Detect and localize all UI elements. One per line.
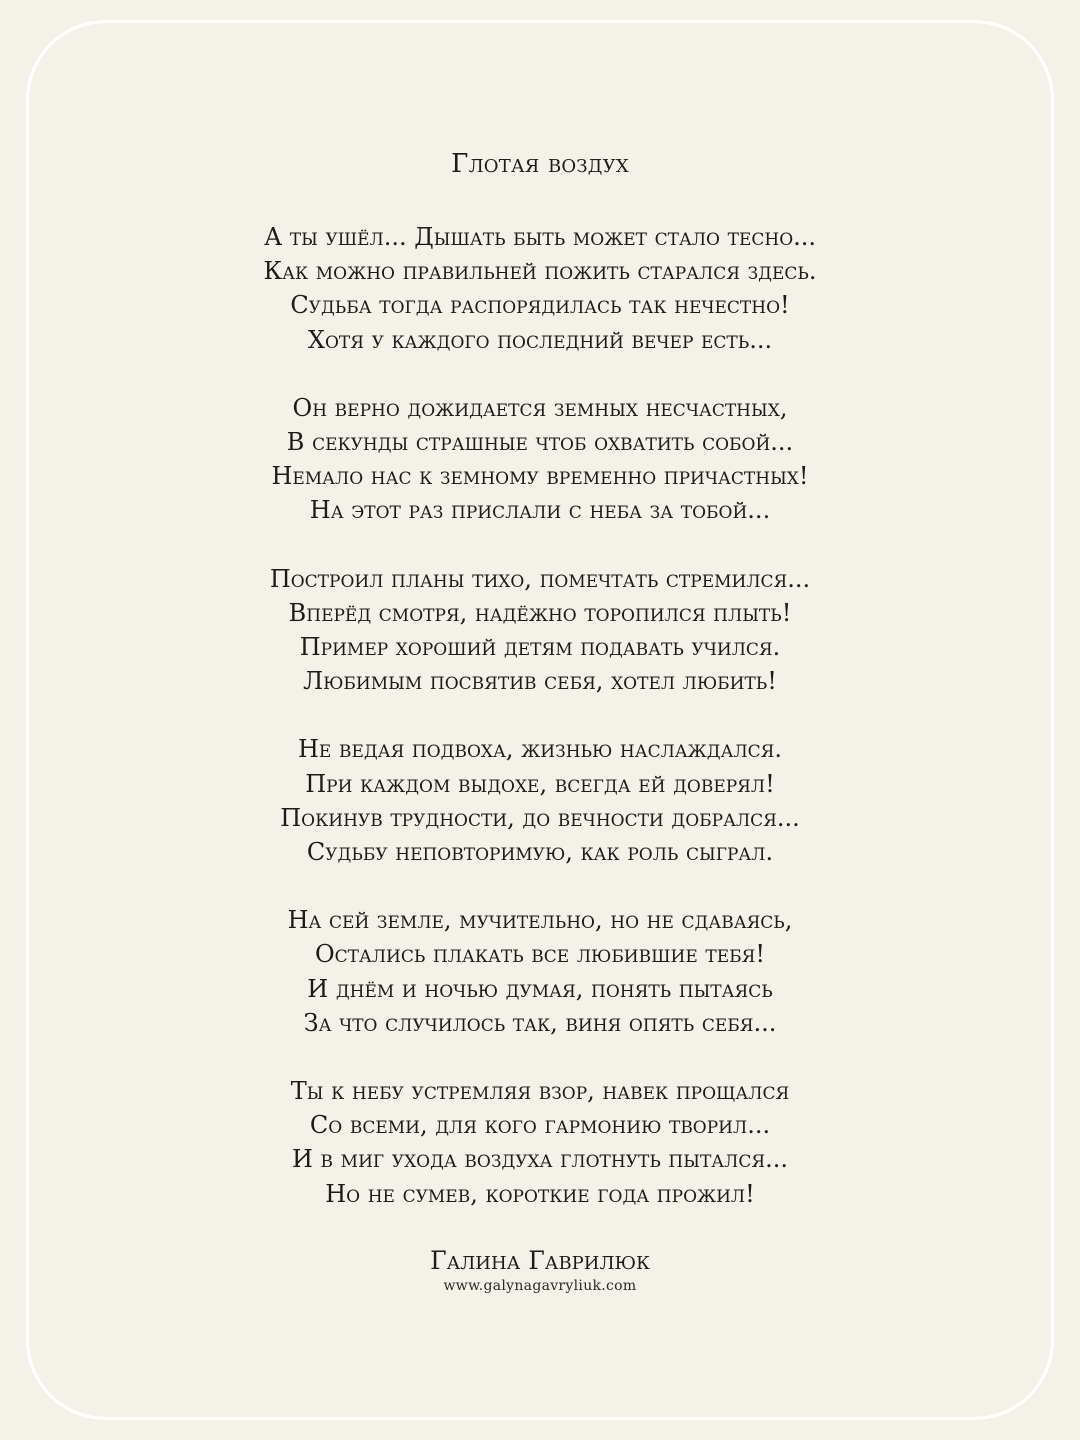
poem-line: И в миг ухода воздуха глотнуть пытался... [291,1145,788,1174]
poem-line: Построил планы тихо, помечтать стремился... [269,564,811,593]
poem-line: Вперёд смотря, надёжно торопился плыть! [288,598,792,627]
author-name: Галина Гаврилюк [430,1245,650,1275]
poem-line: Судьба тогда распорядилась так нечестно! [290,291,790,320]
stanza-3 [0,562,1080,699]
stanza-2 [0,391,1080,528]
author-website: www.galynagavryliuk.com [443,1277,637,1294]
stanza-1 [0,220,1080,357]
poem-line: И днём и ночью думая, понять пытаясь [307,974,773,1003]
poem-line: На сей земле, мучительно, но не сдаваясь, [287,906,793,935]
poem-line: А ты ушёл... Дышать быть может стало тесно... [263,223,817,251]
poem-line: Ты к небу устремляя взор, навек прощался [290,1077,790,1106]
poem-line: Хотя у каждого последний вечер есть... [307,325,773,354]
poem-line: В секунды страшные чтоб охватить собой... [286,428,794,457]
stanza-4 [0,732,1080,869]
poem-line: Пример хороший детям подавать учился. [299,633,781,662]
poem-document [0,146,1080,1295]
poem-line: Судьбу неповторимую, как роль сыграл. [306,838,774,867]
poem-line: Покинув трудности, до вечности добрался... [280,803,800,832]
stanza-6 [0,1074,1080,1211]
poem-title: Глотая воздух [451,149,629,179]
poem-line: Он верно дожидается земных несчастных, [292,393,788,422]
poem-line: Со всеми, для кого гармонию творил... [309,1111,771,1140]
poem-line: На этот раз прислали с неба за тобой... [309,496,771,525]
poem-line: Но не сумев, короткие года прожил! [325,1179,755,1208]
poem-line: Любимым посвятив себя, хотел любить! [303,667,777,696]
poem-line: За что случилось так, виня опять себя... [303,1008,777,1037]
poem-line: Как можно правильней пожить старался здесь. [263,257,817,286]
poem-line: Немало нас к земному временно причастных! [271,462,809,491]
poem-line: Остались плакать все любившие тебя! [314,940,766,969]
stanza-5 [0,903,1080,1040]
poem-line: Не ведая подвоха, жизнью наслаждался. [298,735,782,764]
poem-line: При каждом выдохе, всегда ей доверял! [305,769,775,798]
